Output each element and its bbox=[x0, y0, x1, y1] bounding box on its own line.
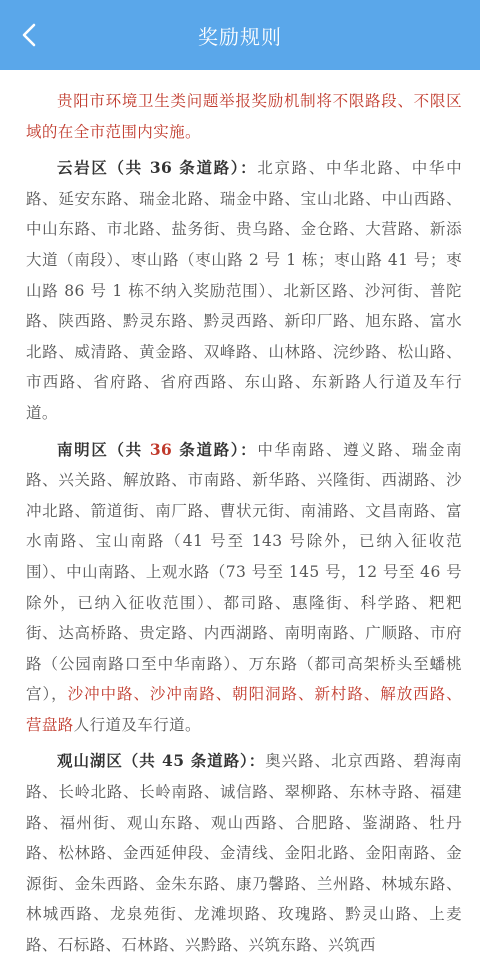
road-list: 北京路、中华北路、中华中路、延安东路、瑞金北路、瑞金中路、宝山北路、中山西路、中山东路、市北路、盐务街、贵乌路、金仓路、大营路、新添大道（南段）、枣山路（枣山路 2 号 1 栋；枣山路 41 号；枣山路 86 号 1 栋不纳入奖励范围）、北新区路、沙河街、普陀路、陕西路、黔灵东路、黔灵西路、新印厂路、旭东路、富水北路、威清路、黄金路、双峰路、山林路、浣纱路、松山路、市西路、省府路、省府西路、东山路、东新路人行道及车行道。 bbox=[26, 159, 462, 422]
count-prefix: （共 bbox=[108, 439, 150, 459]
district-title: 南明区 bbox=[57, 439, 109, 459]
road-list-tail: 人行道及车行道。 bbox=[73, 715, 201, 734]
district-name bbox=[57, 440, 257, 459]
district-title: 观山湖区 bbox=[57, 751, 123, 771]
intro-paragraph: 贵阳市环境卫生类问题举报奖励机制将不限路段、不限区域的在全市范围内实施。 bbox=[26, 92, 462, 141]
road-count: 45 bbox=[162, 751, 185, 771]
section-yunyan bbox=[26, 153, 462, 428]
chevron-left-icon bbox=[18, 22, 40, 48]
road-list: 中华南路、遵义路、瑞金南路、兴关路、解放路、市南路、新华路、兴隆街、西湖路、沙冲北路、箭道街、南厂路、曹状元街、南浦路、文昌南路、富水南路、宝山南路（41 号至 143 号除外，已纳入征收范围）、中山南路、上观水路（73 号至 145 号，12 号至 46 号除外，已纳入征收范围）、都司路、惠隆街、科学路、粑粑街、达高桥路、贵定路、内西湖路、南明南路、广顺路、市府路（公园南路口至中华南路）、万东路（都司高架桥头至蟠桃宫）， bbox=[26, 440, 462, 704]
road-list: 奥兴路、北京西路、碧海南路、长岭北路、长岭南路、诚信路、翠柳路、东林寺路、福建路、福州街、观山东路、观山西路、合肥路、鉴湖路、牡丹路、松林路、金西延伸段、金清线、金阳北路、金阳南路、金源街、金朱西路、金朱东路、康乃馨路、兰州路、林城东路、林城西路、龙泉苑街、龙滩坝路、玫瑰路、黔灵山路、上麦路、石标路、石林路、兴黔路、兴筑东路、兴筑西 bbox=[26, 752, 462, 955]
road-count: 36 bbox=[149, 158, 173, 178]
road-list-highlight: 沙冲中路、沙冲南路、朝阳洞路、新村路、解放西路、营盘路 bbox=[26, 685, 462, 734]
section-nanming bbox=[26, 435, 462, 741]
count-prefix: （共 bbox=[108, 158, 150, 178]
app-header bbox=[0, 0, 480, 70]
count-suffix: 条道路）： bbox=[184, 751, 266, 771]
district-name bbox=[57, 751, 265, 770]
rules-content bbox=[0, 70, 480, 956]
district-name bbox=[57, 158, 257, 177]
back-button[interactable] bbox=[12, 18, 46, 52]
count-prefix: （共 bbox=[122, 751, 163, 771]
page-title: 奖励规则 bbox=[198, 24, 282, 49]
count-suffix: 条道路）： bbox=[172, 439, 258, 459]
road-count: 36 bbox=[149, 439, 173, 459]
count-suffix: 条道路）： bbox=[172, 158, 258, 178]
section-guanshanhu bbox=[26, 746, 462, 956]
district-title: 云岩区 bbox=[57, 158, 109, 178]
